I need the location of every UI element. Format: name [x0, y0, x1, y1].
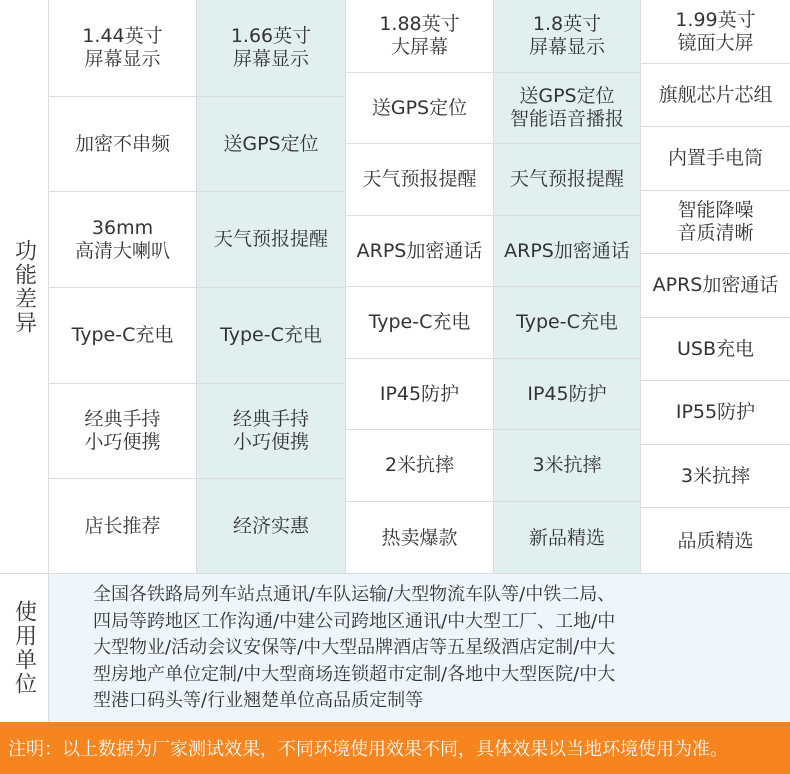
model-5-feature: 智能降噪 音质清晰 — [641, 191, 790, 254]
model-2-feature: 经典手持 小巧便携 — [197, 384, 345, 479]
model-3-feature: Type-C充电 — [346, 287, 493, 359]
model-3-feature: ARPS加密通话 — [346, 216, 493, 287]
disclaimer-note: 注明：以上数据为厂家测试效果，不同环境使用效果不同，具体效果以当地环境使用为准。 — [0, 722, 790, 774]
model-5-feature: 旗舰芯片芯组 — [641, 64, 790, 127]
feature-difference-text: 功能差异 — [11, 239, 37, 335]
model-3-screen: 1.88英寸 大屏幕 — [346, 0, 493, 73]
model-2-tag: 经济实惠 — [232, 515, 309, 537]
model-1-feature: 经典手持 小巧便携 — [49, 384, 196, 479]
model-5-feature: USB充电 — [641, 318, 790, 381]
model-3-feature: 送GPS定位 — [346, 73, 493, 144]
model-5-feature: 内置手电筒 — [641, 127, 790, 191]
model-5-feature: APRS加密通话 — [641, 254, 790, 318]
model-2-screen: 1.66英寸 屏幕显示 — [197, 0, 345, 97]
model-1-tag: 店长推荐 — [84, 515, 161, 537]
model-3-feature: 天气预报提醒 — [346, 144, 493, 216]
model-1-feature: 加密不串频 — [49, 97, 196, 192]
model-2-feature: Type-C充电 — [197, 288, 345, 384]
model-1-feature: Type-C充电 — [49, 288, 196, 384]
model-4-feature: 3米抗摔 — [494, 430, 640, 502]
model-5-feature: 3米抗摔 — [641, 445, 790, 508]
model-3-tag: 热卖爆款 — [381, 526, 458, 549]
model-1-screen: 1.44英寸 屏幕显示 — [49, 0, 196, 97]
model-4-feature: Type-C充电 — [494, 287, 640, 359]
model-4-feature: ARPS加密通话 — [494, 216, 640, 287]
model-3-feature: 2米抗摔 — [346, 430, 493, 502]
feature-difference-label — [0, 0, 49, 574]
model-2-feature: 送GPS定位 — [197, 97, 345, 192]
model-column-4 — [494, 0, 641, 574]
model-column-2 — [197, 0, 346, 574]
usage-label — [0, 574, 49, 722]
model-4-feature: IP45防护 — [494, 359, 640, 430]
model-5-tag: 品质精选 — [677, 529, 754, 552]
usage-label-text: 使用单位 — [11, 600, 37, 696]
model-5-feature: IP55防护 — [641, 381, 790, 445]
model-column-3 — [346, 0, 494, 574]
model-2-feature: 天气预报提醒 — [197, 192, 345, 288]
model-4-feature: 天气预报提醒 — [494, 144, 640, 216]
model-column-1 — [49, 0, 197, 574]
model-4-feature: 送GPS定位 智能语音播报 — [494, 73, 640, 144]
model-4-screen: 1.8英寸 屏幕显示 — [494, 0, 640, 73]
model-column-5 — [641, 0, 790, 574]
model-3-feature: IP45防护 — [346, 359, 493, 430]
model-5-screen: 1.99英寸 镜面大屏 — [641, 0, 790, 64]
usage-description: 全国各铁路局列车站点通讯/车队运输/大型物流车队等/中铁二局、 四局等跨地区工作沟通/中建公司跨地区通讯/中大型工厂、工地/中 大型物业/活动会议安保等/中大型品牌酒店等五星级酒店定制/中大 型房地产单位定制/中大型商场连锁超市定制/各地中大型医院/中大 型港口码头等/行业翘楚单位高品质定制等 — [49, 574, 790, 722]
model-1-feature: 36mm 高清大喇叭 — [49, 192, 196, 288]
model-4-tag: 新品精选 — [528, 526, 605, 549]
